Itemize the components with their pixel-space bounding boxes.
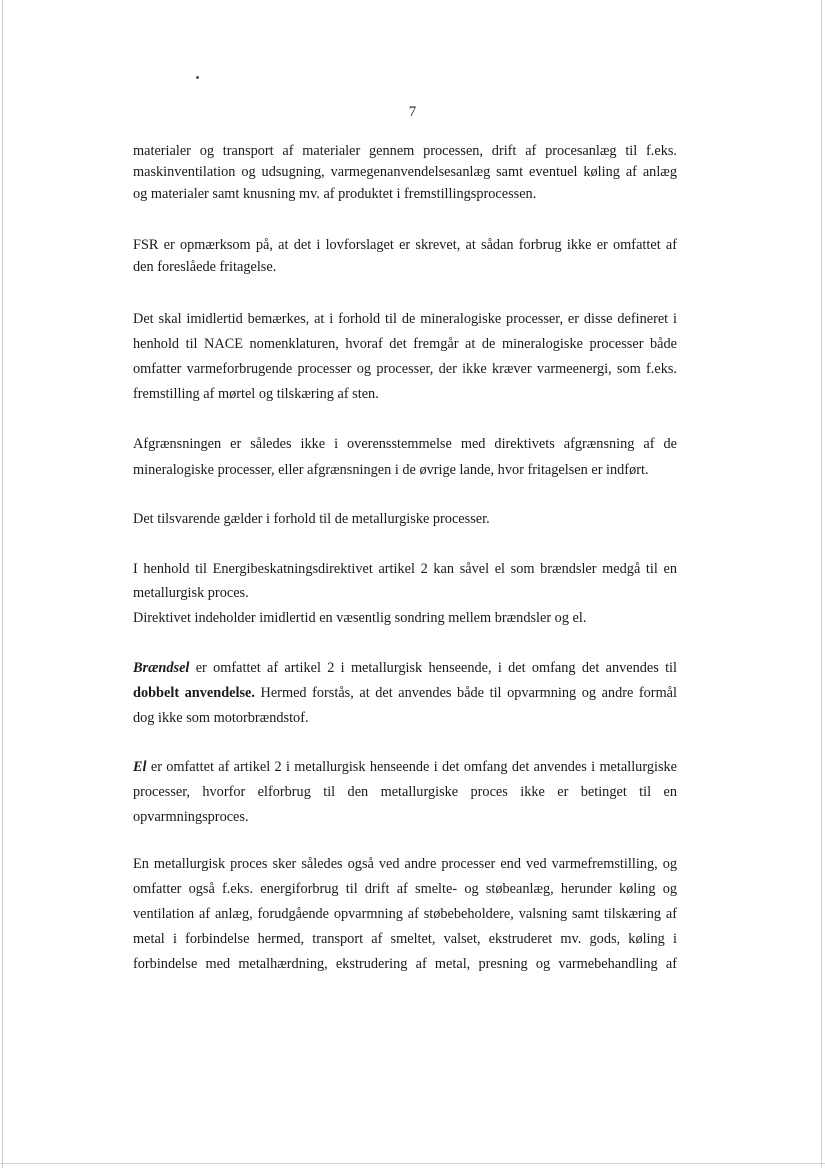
text-line <box>133 659 677 677</box>
text-line: maskinventilation og udsugning, varmegenanvendelsesanlæg samt eventuel køling af anlæg <box>133 164 677 180</box>
text-line: metal i forbindelse hermed, transport af smeltet, valset, ekstruderet mv. gods, køling i <box>133 931 677 947</box>
scan-speck <box>196 76 199 79</box>
text-line: dog ikke som motorbrændstof. <box>133 710 309 726</box>
text-line <box>133 684 677 702</box>
text-line: forbindelse med metalhærdning, ekstrudering af metal, presning og varmebehandling af <box>133 956 677 972</box>
text-line: og materialer samt knusning mv. af produktet i fremstillingsprocessen. <box>133 186 537 202</box>
text-line: Direktivet indeholder imidlertid en væsentlig sondring mellem brændsler og el. <box>133 610 587 626</box>
scan-edge-left <box>2 0 3 1168</box>
text-line: omfatter varmeforbrugende processer og processer, der ikke kræver varmeenergi, som f.eks. <box>133 361 677 377</box>
text-line <box>133 758 677 776</box>
text-line: mineralogiske processer, eller afgrænsningen i de øvrige lande, hvor fritagelsen er indført. <box>133 462 649 478</box>
text-run: er omfattet af artikel 2 i metallurgisk henseende i det omfang det anvendes i metallurgiske <box>146 759 677 775</box>
text-line: metallurgisk proces. <box>133 585 249 601</box>
scan-edge-right <box>821 0 822 1168</box>
scan-edge-bottom <box>0 1163 825 1164</box>
text-line: Afgrænsningen er således ikke i overensstemmelse med direktivets afgrænsning af de <box>133 436 677 452</box>
text-run: Hermed forstås, at det anvendes både til opvarmning og andre formål <box>254 685 677 701</box>
text-line: Det skal imidlertid bemærkes, at i forhold til de mineralogiske processer, er disse defineret i <box>133 311 677 327</box>
page-number: 7 <box>408 104 417 120</box>
text-line: fremstilling af mørtel og tilskæring af sten. <box>133 386 379 402</box>
term-braendsel: Brændsel <box>133 660 190 676</box>
text-run: er omfattet af artikel 2 i metallurgisk henseende, i det omfang det anvendes til <box>189 660 677 676</box>
text-line: I henhold til Energibeskatningsdirektivet artikel 2 kan såvel el som brændsler medgå til en <box>133 561 677 577</box>
text-line: processer, hvorfor elforbrug til den metallurgiske proces ikke er betinget til en <box>133 784 677 800</box>
text-line: den foreslåede fritagelse. <box>133 259 277 275</box>
text-line: materialer og transport af materialer gennem processen, drift af procesanlæg til f.eks. <box>133 143 677 159</box>
text-line: henhold til NACE nomenklaturen, hvoraf det fremgår at de mineralogiske processer både <box>133 336 677 352</box>
text-line: opvarmningsproces. <box>133 809 249 825</box>
text-line: Det tilsvarende gælder i forhold til de metallurgiske processer. <box>133 511 490 527</box>
term-dobbelt-anvendelse: dobbelt anvendelse. <box>133 685 255 701</box>
term-el: El <box>133 759 147 775</box>
text-line: En metallurgisk proces sker således også ved andre processer end ved varmefremstilling, og <box>133 856 677 872</box>
text-line: ventilation af anlæg, forudgående opvarmning af støbebeholdere, valsning samt tilskæring af <box>133 906 677 922</box>
text-line: FSR er opmærksom på, at det i lovforslaget er skrevet, at sådan forbrug ikke er omfattet af <box>133 237 677 253</box>
text-line: omfatter også f.eks. energiforbrug til drift af smelte- og støbeanlæg, herunder køling og <box>133 881 677 897</box>
